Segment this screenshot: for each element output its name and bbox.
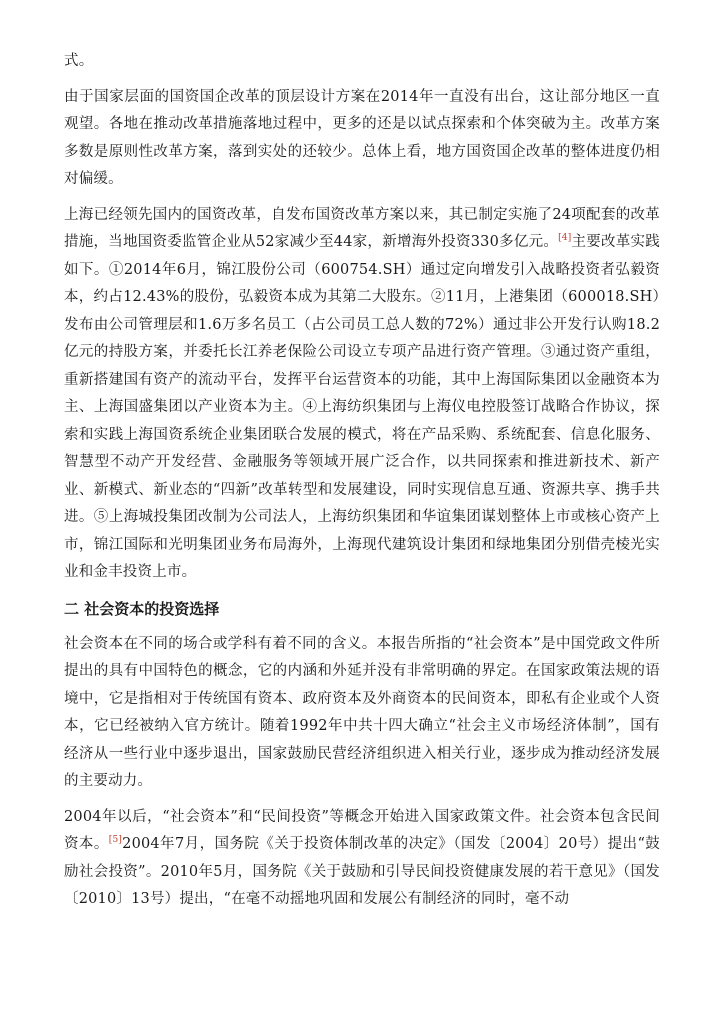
paragraph-social-capital-definition: 社会资本在不同的场合或学科有着不同的含义。本报告所指的“社会资本”是中国党政文件所提出的具有中国特色的概念，它的内涵和外延并没有非常明确的界定。在国家政策法规的语境中，它是指相对于传统国有资本、政府资本及外商资本的民间资本，即私有企业或个人资本，它已经被纳入官方统计。随着1992年中共十四大确立“社会主义市场经济体制”，国有经济从一些行业中逐步退出，国家鼓励民营经济组织进入相关行业，逐步成为推动经济发展的主要动力。 bbox=[64, 635, 660, 789]
policy-text-a: 2004年以后，“社会资本”和“民间投资”等概念开始进入国家政策文件。社会资本包含民间资本。 bbox=[64, 808, 660, 852]
shanghai-reform-text-a: 上海已经领先国内的国资改革，自发布国资改革方案以来，其已制定实施了24项配套的改革措施，当地国资委监管企业从52家减少至44家，新增海外投资330多亿元。 bbox=[64, 206, 660, 250]
paragraph-shanghai-reform bbox=[64, 202, 660, 587]
paragraph-continuation: 式。 bbox=[64, 53, 94, 69]
paragraph-social-capital-policy bbox=[64, 804, 660, 914]
section-heading: 二 社会资本的投资选择 bbox=[64, 599, 220, 618]
shanghai-reform-text-b: 主要改革实践如下。①2014年6月，锦江股份公司（600754.SH）通过定向增发引入战略投资者弘毅资本，约占12.43%的股份，弘毅资本成为其第二大股东。②11月，上港集团（600018.SH）发布由公司管理层和1.6万多名员工（占公司员工总人数的72%）通过非公开发行认购18.2亿元的持股方案，并委托长江养老保险公司设立专项产品进行资产管理。③通过资产重组，重新搭建国有资产的流动平台，发挥平台运营资本的功能，其中上海国际集团以金融资本为主、上海国盛集团以产业资本为主。④上海纺织集团与上海仪电控股签订战略合作协议，探索和实践上海国资系统企业集团联合发展的模式，将在产品采购、系统配套、信息化服务、智慧型不动产开发经营、金融服务等领域开展广泛合作，以共同探索和推进新技术、新产业、新模式、新业态的“四新”改革转型和发展建设，同时实现信息互通、资源共享、携手共进。⑤上海城投集团改制为公司法人，上海纺织集团和华谊集团谋划整体上市或核心资产上市，锦江国际和光明集团业务布局海外，上海现代建筑设计集团和绿地集团分别借壳棱光实业和金丰投资上市。 bbox=[64, 234, 660, 580]
policy-text-b: 2004年7月，国务院《关于投资体制改革的决定》（国发〔2004〕20号）提出“鼓励社会投资”。2010年5月，国务院《关于鼓励和引导民间投资健康发展的若干意见》（国发〔2010〕13号）提出，“在毫不动摇地巩固和发展公有制经济的同时，毫不动 bbox=[64, 836, 661, 907]
footnote-reference[interactable]: [4] bbox=[558, 233, 572, 244]
footnote-reference[interactable]: [5] bbox=[108, 835, 123, 846]
document-page bbox=[64, 48, 660, 922]
paragraph-reform-progress: 由于国家层面的国资国企改革的顶层设计方案在2014年一直没有出台，这让部分地区一直观望。各地在推动改革措施落地过程中，更多的还是以试点探索和个体突破为主。改革方案多数是原则性改革方案，落到实处的还较少。总体上看，地方国资国企改革的整体进度仍相对偏缓。 bbox=[64, 88, 660, 187]
